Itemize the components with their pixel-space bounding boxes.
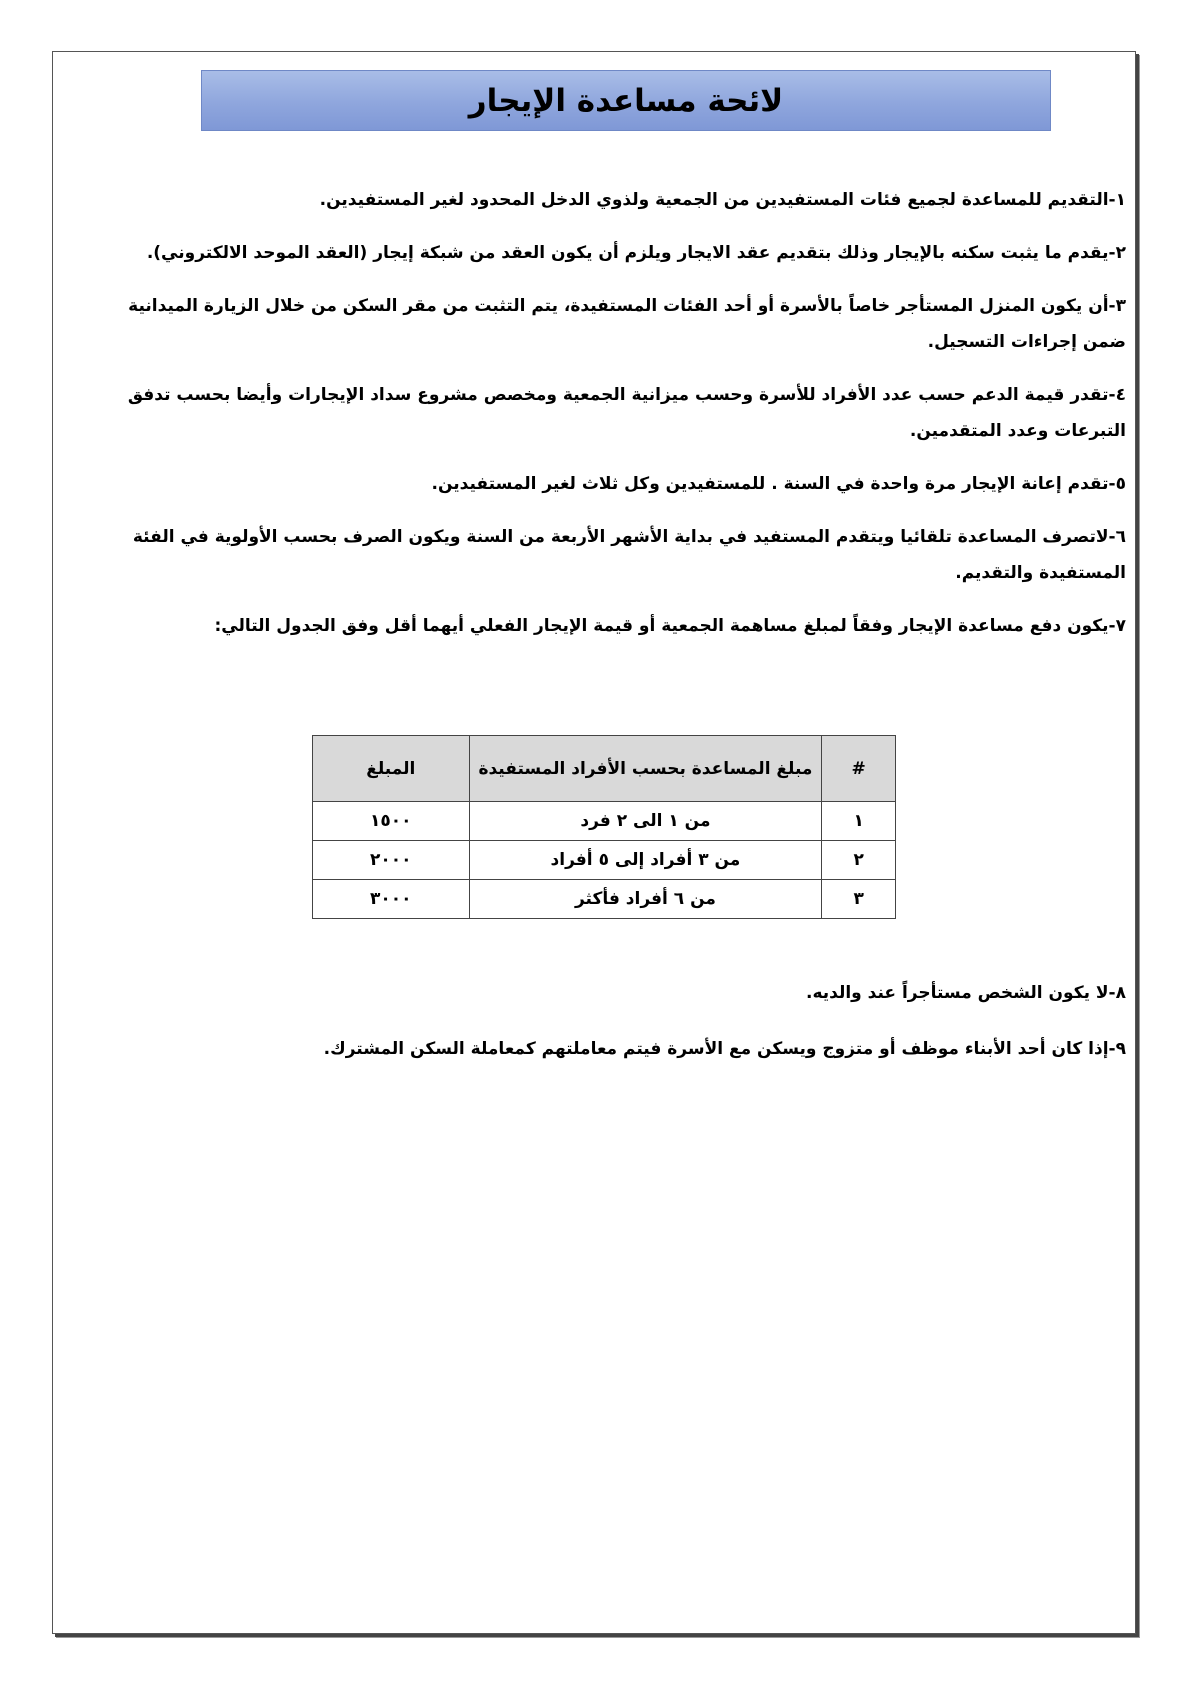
header-amount: المبلغ (313, 736, 470, 802)
row-amount: ٢٠٠٠ (313, 841, 470, 880)
header-members: مبلغ المساعدة بحسب الأفراد المستفيدة (469, 736, 822, 802)
rule-6: ٦-لاتصرف المساعدة تلقائيا ويتقدم المستفيد في بداية الأشهر الأربعة من السنة ويكون الصرف بحسب الأولوية في الفئة المستفيدة والتقديم. (132, 527, 1126, 583)
assistance-table (312, 735, 896, 919)
header-number: # (822, 736, 896, 802)
row-amount: ٣٠٠٠ (313, 880, 470, 919)
rule-3: ٣-أن يكون المنزل المستأجر خاصاً بالأسرة أو أحد الفئات المستفيدة، يتم التثبت من مقر السكن من خلال الزيارة الميدانية ضمن إجراءات التسجيل. (128, 296, 1126, 352)
rule-9: ٩-إذا كان أحد الأبناء موظف أو متزوج ويسكن مع الأسرة فيتم معاملتهم كمعاملة السكن المشترك. (323, 1039, 1126, 1059)
rules-list (88, 182, 1126, 661)
table-row (313, 802, 896, 841)
table-header-row (313, 736, 896, 802)
row-number: ٣ (822, 880, 896, 919)
rule-8: ٨-لا يكون الشخص مستأجراً عند والديه. (805, 983, 1126, 1003)
row-members: من ٣ أفراد إلى ٥ أفراد (469, 841, 822, 880)
rule-4: ٤-تقدر قيمة الدعم حسب عدد الأفراد للأسرة وحسب ميزانية الجمعية ومخصص مشروع سداد الإيجارات وأيضا بحسب تدفق التبرعات وعدد المتقدمين. (127, 385, 1126, 441)
row-members: من ١ الى ٢ فرد (469, 802, 822, 841)
row-amount: ١٥٠٠ (313, 802, 470, 841)
row-members: من ٦ أفراد فأكثر (469, 880, 822, 919)
rule-5: ٥-تقدم إعانة الإيجار مرة واحدة في السنة . للمستفيدين وكل ثلاث لغير المستفيدين. (431, 474, 1126, 494)
row-number: ١ (822, 802, 896, 841)
title-banner (201, 70, 1051, 131)
document-title: لائحة مساعدة الإيجار (468, 82, 784, 119)
rule-1: ١-التقديم للمساعدة لجميع فئات المستفيدين من الجمعية ولذوي الدخل المحدود لغير المستفيدين. (319, 190, 1126, 210)
rules-list-continued (88, 975, 1126, 1087)
table-row (313, 841, 896, 880)
table-row (313, 880, 896, 919)
row-number: ٢ (822, 841, 896, 880)
rule-2: ٢-يقدم ما يثبت سكنه بالإيجار وذلك بتقديم عقد الايجار ويلزم أن يكون العقد من شبكة إيجار (العقد الموحد الالكتروني). (146, 243, 1126, 263)
rule-7: ٧-يكون دفع مساعدة الإيجار وفقاً لمبلغ مساهمة الجمعية أو قيمة الإيجار الفعلي أيهما أقل وفق الجدول التالي: (214, 616, 1126, 636)
